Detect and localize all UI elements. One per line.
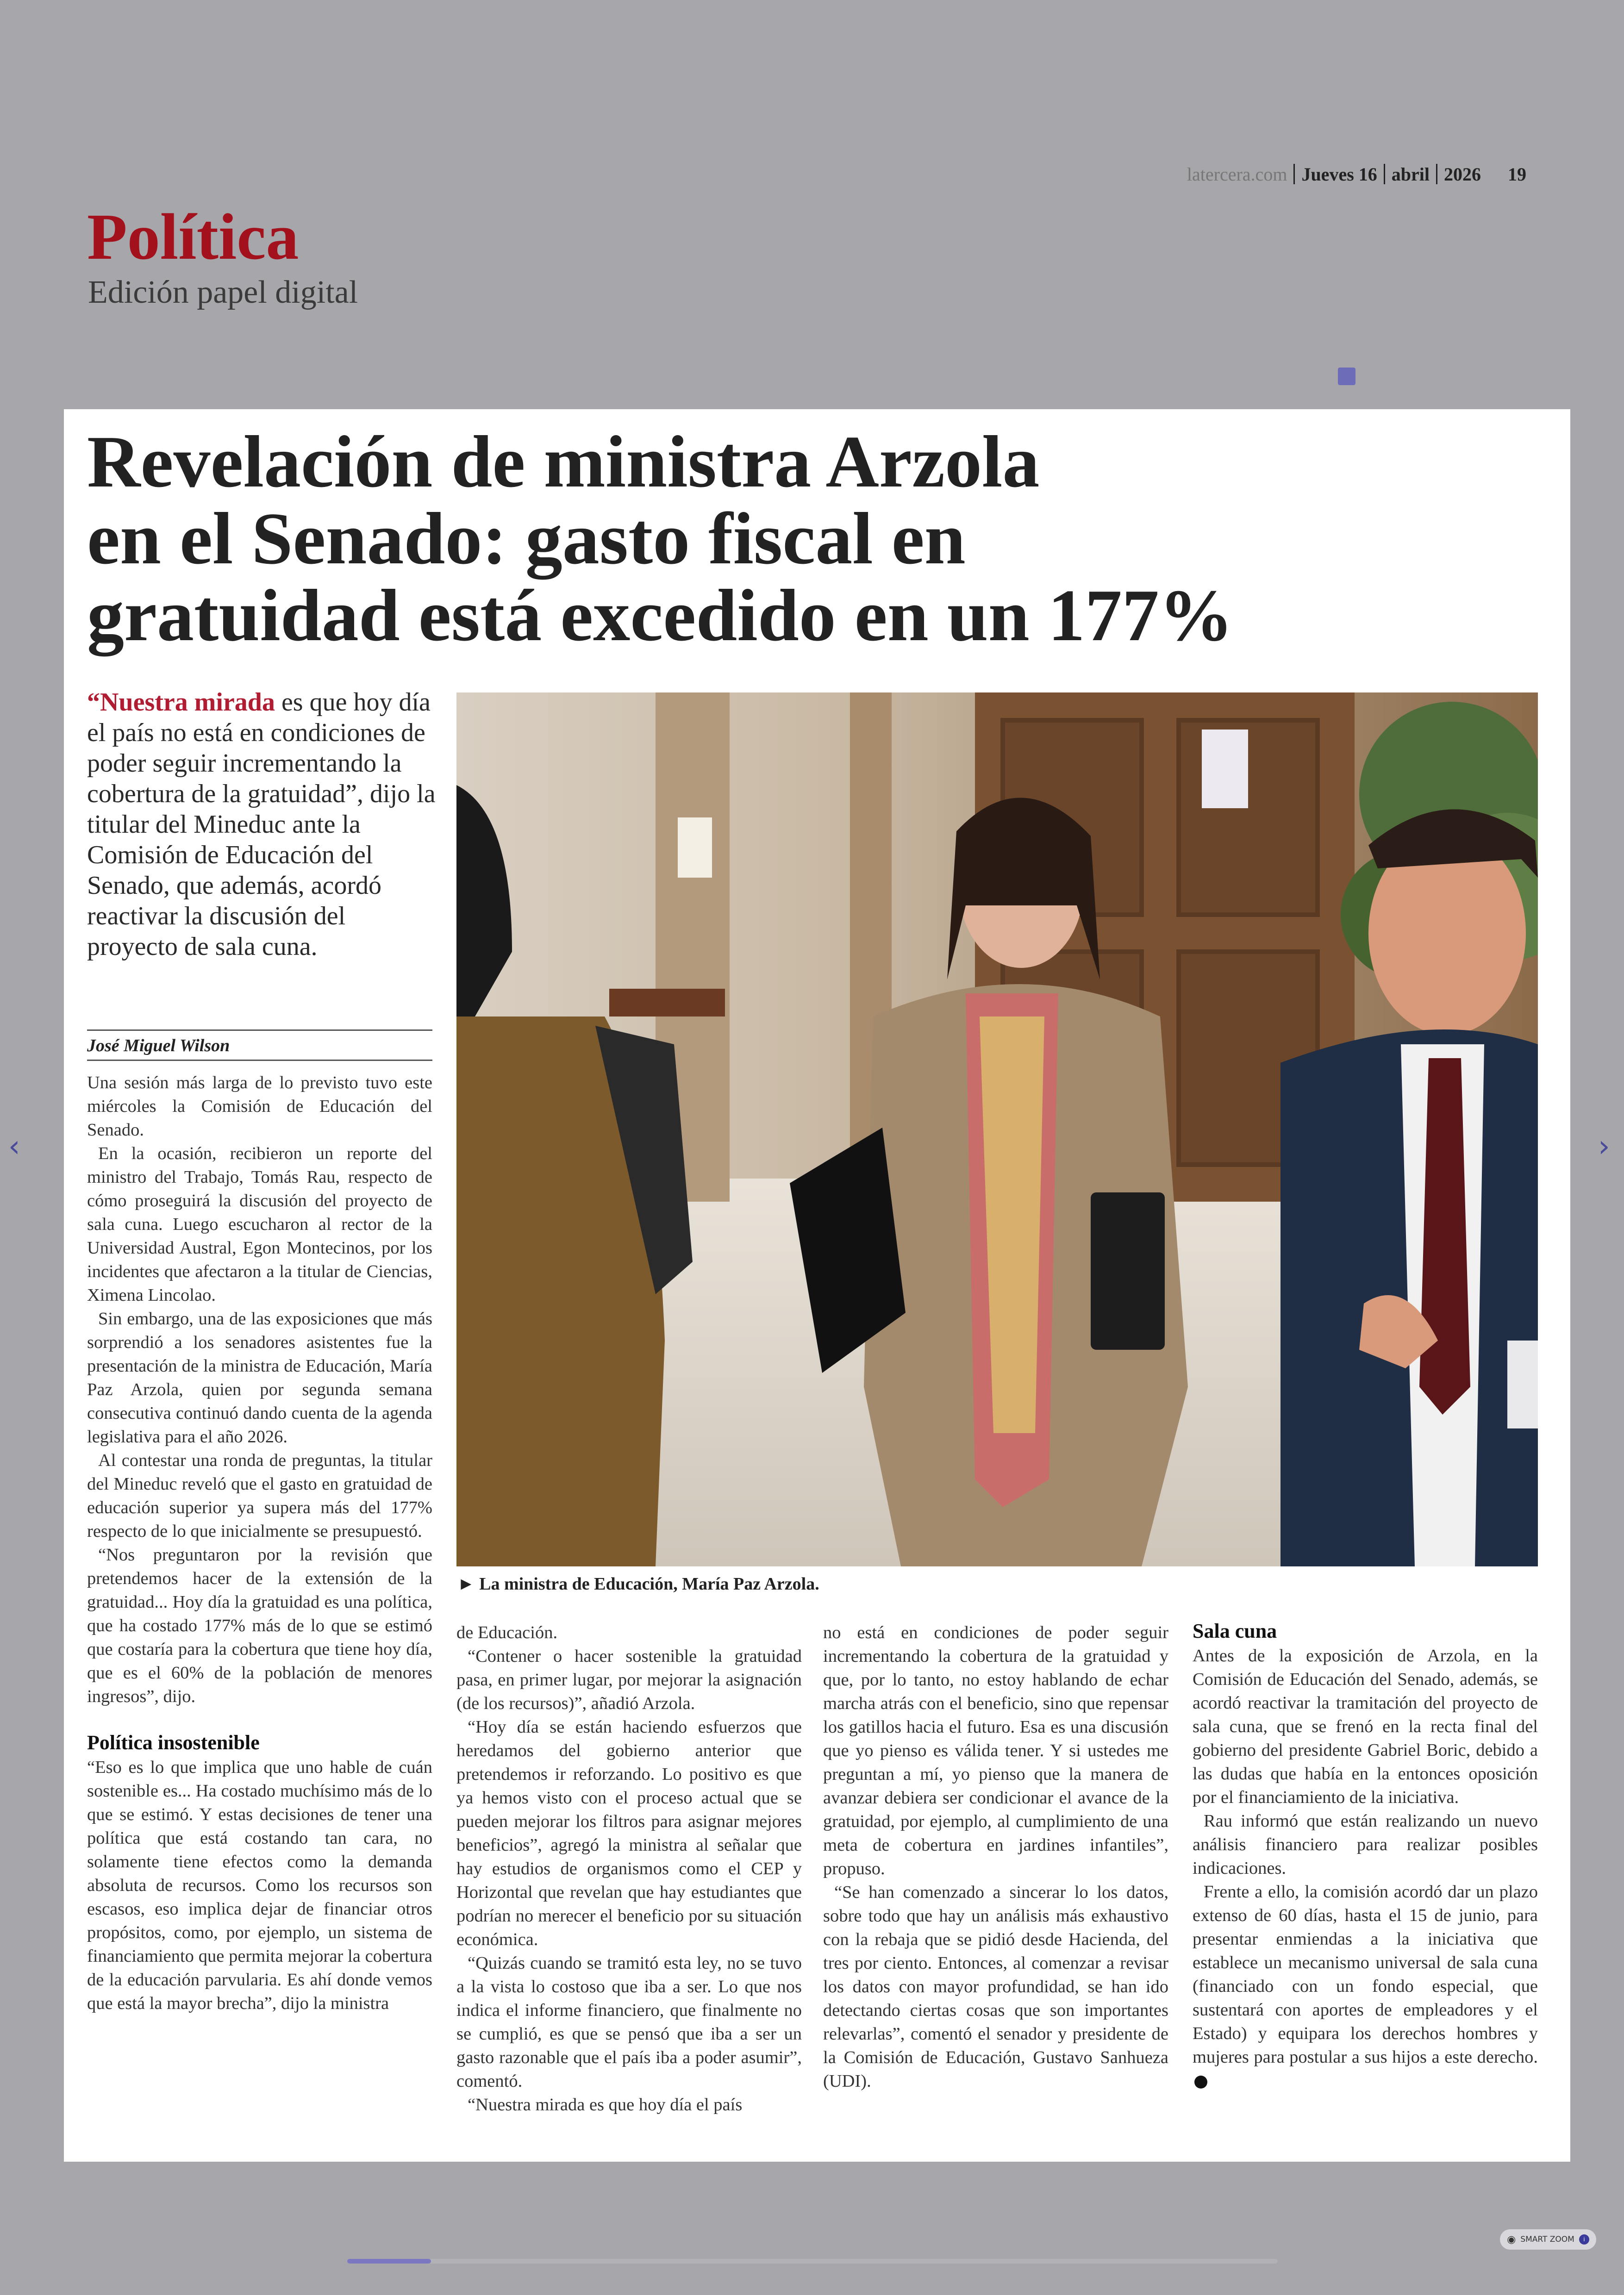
paragraph-text: Frente a ello, la comisión acordó dar un plazo extenso de 60 días, hasta el 15 de junio, para presentar enmiendas a la iniciativa que establece un mecanismo universal de sala cuna (financiado con un fondo especial, que sustentará con aportes de empleadores y el Estado) y equipara los derechos hombres y mujeres para postular a sus hijos a este derecho.	[1193, 1882, 1538, 2067]
paragraph: “Eso es lo que implica que uno hable de cuán sostenible es... Ha costado muchísimo más de lo que se estimó. Y estas decisiones de tener una política que está costando tan cara, no solamente tiene efectos como la demanda absoluta de recursos. Como los recursos son escasos, eso implica dejar de financiar otros propósitos, como, por ejemplo, un sistema de financiamiento que permita mejorar la cobertura de la educación parvularia. Es ahí donde vemos que está la mayor brecha”, dijo la ministra	[87, 1758, 432, 2013]
previous-page-icon[interactable]: ‹	[8, 1129, 20, 1164]
smart-zoom-button[interactable]	[1500, 2229, 1596, 2250]
paragraph: Al contestar una ronda de preguntas, la titular del Mineduc reveló que el gasto en gratuidad de educación superior ya supera más del 177% respecto de lo que inicialmente se presupuestó.	[87, 1451, 432, 1541]
article-photo	[456, 692, 1538, 1566]
subheading: Política insostenible	[87, 1731, 260, 1754]
byline: José Miguel Wilson	[87, 1029, 432, 1061]
paragraph: “Quizás cuando se tramitó esta ley, no se tuvo a la vista lo costoso que iba a ser. Lo que nos indica el informe financiero, que finalmente no se cumplió, es que se pensó que iba a ser un gasto razonable que el país iba a poder asumir”, comentó.	[456, 1953, 802, 2091]
section-title: Política	[87, 200, 299, 273]
smart-zoom-label: SMART ZOOM	[1520, 2235, 1574, 2244]
headline-line: en el Senado: gasto fiscal en	[87, 497, 966, 580]
paragraph: En la ocasión, recibieron un reporte del ministro del Trabajo, Tomás Rau, respecto de cómo proseguirá la discusión del proyecto de sala cuna. Luego escucharon al rector de la Universidad Austral, Egon Montecinos, por los incidentes que afectaron a la titular de Ciencias, Ximena Lincolao.	[87, 1144, 432, 1305]
next-page-icon[interactable]: ›	[1598, 1129, 1610, 1164]
paragraph: “Nuestra mirada es que hoy día el país	[468, 2095, 743, 2114]
eye-icon: ◉	[1507, 2233, 1516, 2245]
lead-highlight: “Nuestra mirada	[87, 688, 275, 717]
paragraph: Una sesión más larga de lo previsto tuvo este miércoles la Comisión de Educación del Senado.	[87, 1073, 432, 1140]
page-progress-fill	[347, 2259, 431, 2264]
paragraph: “Nos preguntaron por la revisión que pretendemos hacer de la extensión de la gratuidad... Hoy día la gratuidad es una política, que ha costado 177% más de lo que se estimó que costaría para la cobertura que tiene hoy día, que es el 60% de la población de menores ingresos”, dijo.	[87, 1545, 432, 1706]
photo-illustration	[456, 692, 1538, 1566]
paragraph: Sin embargo, una de las exposiciones que más sorprendió a los senadores asistentes fue la presentación de la ministra de Educación, María Paz Arzola, quien por segunda semana consecutiva continuó dando cuenta de la agenda legislativa para el año 2026.	[87, 1309, 432, 1447]
article-column-1	[87, 1071, 432, 2015]
divider	[1384, 164, 1385, 184]
page-number: 19	[1508, 163, 1526, 185]
spacer	[87, 1709, 432, 1730]
end-of-article-icon	[1194, 2076, 1207, 2089]
headline-line: gratuidad está excedido en un 177%	[87, 574, 1233, 656]
paragraph: no está en condiciones de poder seguir incrementando la cobertura de la gratuidad y que, por lo tanto, no estoy hablando de echar marcha atrás con el beneficio, sino que repensar los gatillos hacia el futuro. Esa es una discusión que yo pienso es válida tener. Y si ustedes me preguntan a mí, yo pienso que la manera de avanzar debiera ser condicionar el avance de la gratuidad, por ejemplo, al cumplimiento de una meta de cobertura en jardines infantiles”, propuso.	[823, 1623, 1168, 1878]
paragraph	[1193, 1880, 1538, 2093]
article-column-3	[823, 1621, 1168, 2093]
paragraph: “Contener o hacer sostenible la gratuidad pasa, en primer lugar, por mejorar la asignación (de los recursos)”, añadió Arzola.	[456, 1646, 802, 1713]
site-name: latercera.com	[1187, 163, 1287, 185]
month: abril	[1391, 163, 1430, 185]
article-column-2	[456, 1621, 802, 2117]
year: 2026	[1444, 163, 1481, 185]
paragraph: Antes de la exposición de Arzola, en la Comisión de Educación del Senado, además, se acordó reactivar la tramitación del proyecto de sala cuna, que se frenó en la recta final del gobierno del presidente Gabriel Boric, debido a las dudas que había en la entonces oposición por el financiamiento de la iniciativa.	[1193, 1646, 1538, 1807]
date-line	[1187, 161, 1526, 187]
newspaper-page	[64, 409, 1570, 2162]
page-progress-bar[interactable]	[347, 2259, 1278, 2264]
article-lead	[87, 687, 439, 962]
weekday: Jueves 16	[1301, 163, 1377, 185]
lead-text: es que hoy día el país no está en condiciones de poder seguir incrementando la cobertura de la gratuidad”, dijo la titular del Mineduc ante la Comisión de Educación del Senado, que además, acordó reactivar la discusión del proyecto de sala cuna.	[87, 688, 436, 961]
headline-line: Revelación de ministra Arzola	[87, 420, 1040, 503]
divider	[1436, 164, 1437, 184]
paragraph: Rau informó que están realizando un nuevo análisis financiero para realizar posibles indicaciones.	[1193, 1811, 1538, 1878]
article-column-4	[1193, 1618, 1538, 2093]
photo-caption: ► La ministra de Educación, María Paz Arzola.	[457, 1574, 819, 1594]
paragraph: de Educación.	[456, 1623, 558, 1642]
bookmark-icon[interactable]	[1338, 368, 1355, 385]
paragraph: “Se han comenzado a sincerar lo los datos, sobre todo que hay un análisis más exhaustivo con la rebaja que se pidió desde Hacienda, del tres por ciento. Entonces, al comenzar a revisar los datos con mayor profundidad, se han ido detectando ciertas cosas que son importantes relevarlas”, comentó el senador y presidente de la Comisión de Educación, Gustavo Sanhueza (UDI).	[823, 1883, 1168, 2091]
edition-label: Edición papel digital	[88, 274, 358, 310]
divider	[1293, 164, 1295, 184]
paragraph: “Hoy día se están haciendo esfuerzos que heredamos del gobierno anterior que pretendemos ir reforzando. Lo positivo es que ya hemos visto con el proceso actual que se pueden mejorar los filtros para asignar mejores beneficios”, agregó la ministra al señalar que hay estudios de organismos como el CEP y Horizontal que revelan que hay estudiantes que podrían no merecer el beneficio por su situación económica.	[456, 1717, 802, 1949]
article-headline	[87, 420, 1453, 656]
subheading: Sala cuna	[1193, 1620, 1277, 1642]
info-badge: i	[1579, 2234, 1589, 2245]
